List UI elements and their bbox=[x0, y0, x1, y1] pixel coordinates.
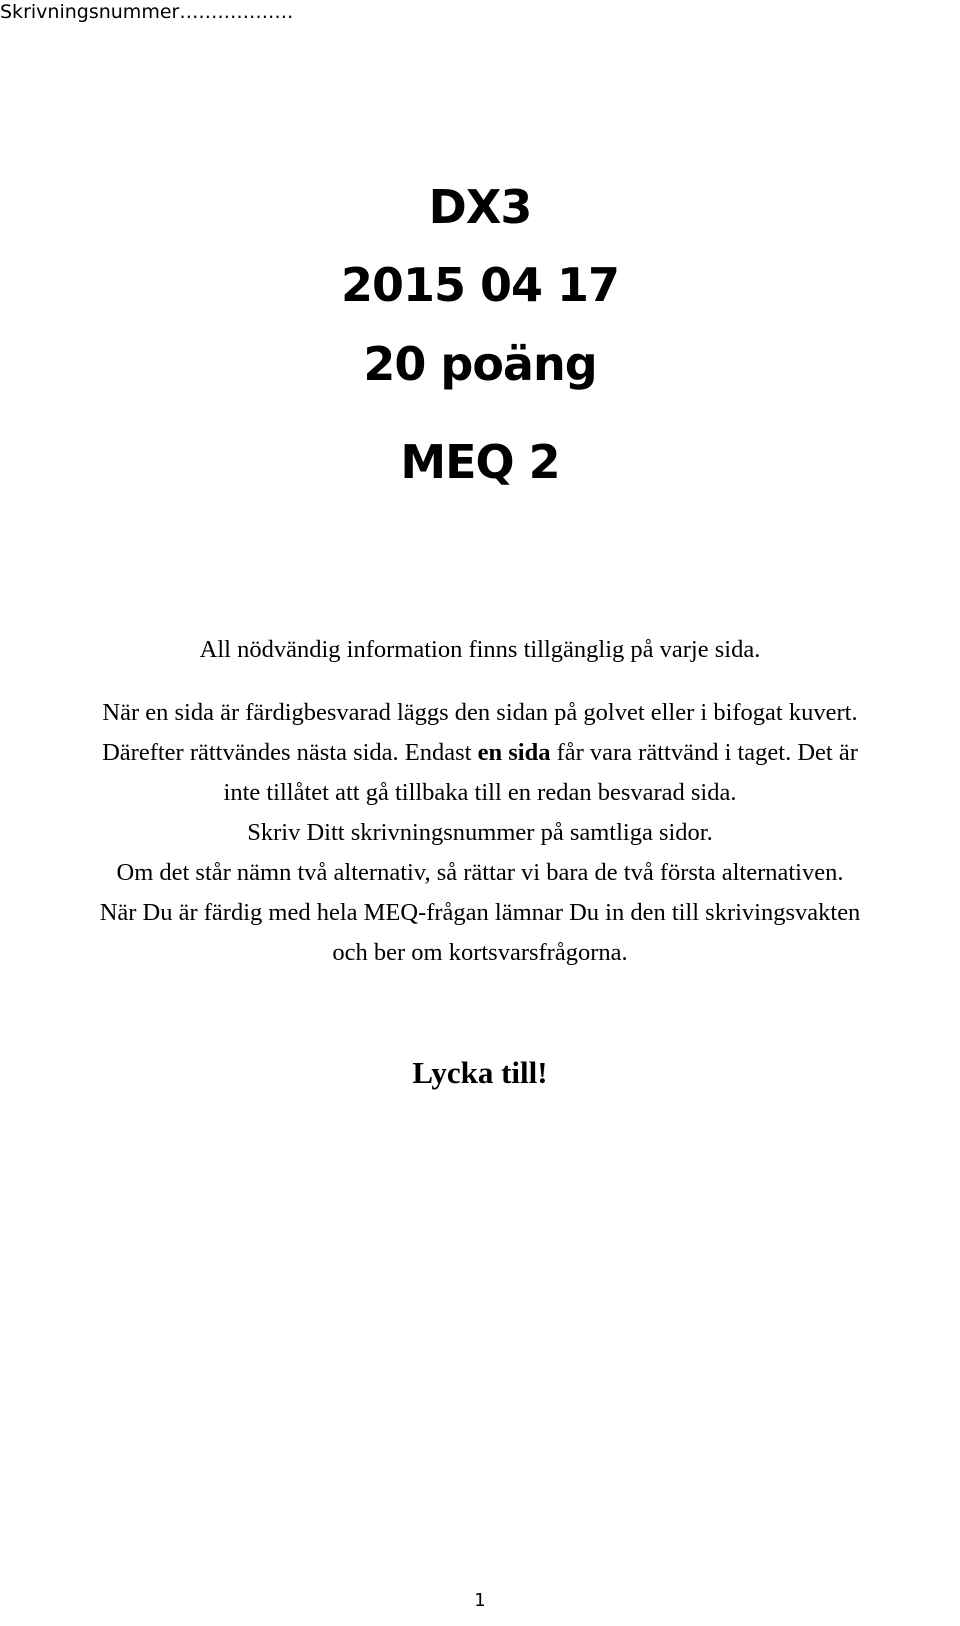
closing-message: Lycka till! bbox=[412, 1055, 548, 1090]
section-title: MEQ 2 bbox=[400, 435, 560, 489]
exam-number-field: Skrivningsnummer……………… bbox=[0, 1, 294, 23]
emphasis-text: en sida bbox=[477, 739, 551, 766]
instruction-line: När en sida är färdigbesvarad läggs den sidan på golvet eller i bifogat kuvert. bbox=[102, 699, 858, 726]
instruction-line bbox=[0, 733, 960, 773]
page-number: 1 bbox=[474, 1590, 486, 1611]
instruction-text: Därefter rättvändes nästa sida. Endast bbox=[102, 739, 478, 766]
exam-date-title: 2015 04 17 bbox=[340, 258, 620, 312]
instruction-line: och ber om kortsvarsfrågorna. bbox=[332, 939, 628, 966]
instructions-block bbox=[0, 630, 960, 973]
instruction-line: inte tillåtet att gå tillbaka till en redan besvarad sida. bbox=[223, 779, 737, 806]
instruction-line: All nödvändig information finns tillgänglig på varje sida. bbox=[199, 636, 761, 663]
points-title: 20 poäng bbox=[363, 337, 597, 391]
instruction-text: får vara rättvänd i taget. Det är bbox=[550, 739, 858, 766]
paragraph-spacer bbox=[0, 670, 960, 693]
instruction-line: Om det står nämn två alternativ, så rättar vi bara de två första alternativen. bbox=[116, 859, 844, 886]
instruction-line: När Du är färdig med hela MEQ-frågan lämnar Du in den till skrivingsvakten bbox=[99, 899, 861, 926]
instruction-line: Skriv Ditt skrivningsnummer på samtliga sidor. bbox=[247, 819, 713, 846]
course-code-title: DX3 bbox=[428, 180, 532, 234]
